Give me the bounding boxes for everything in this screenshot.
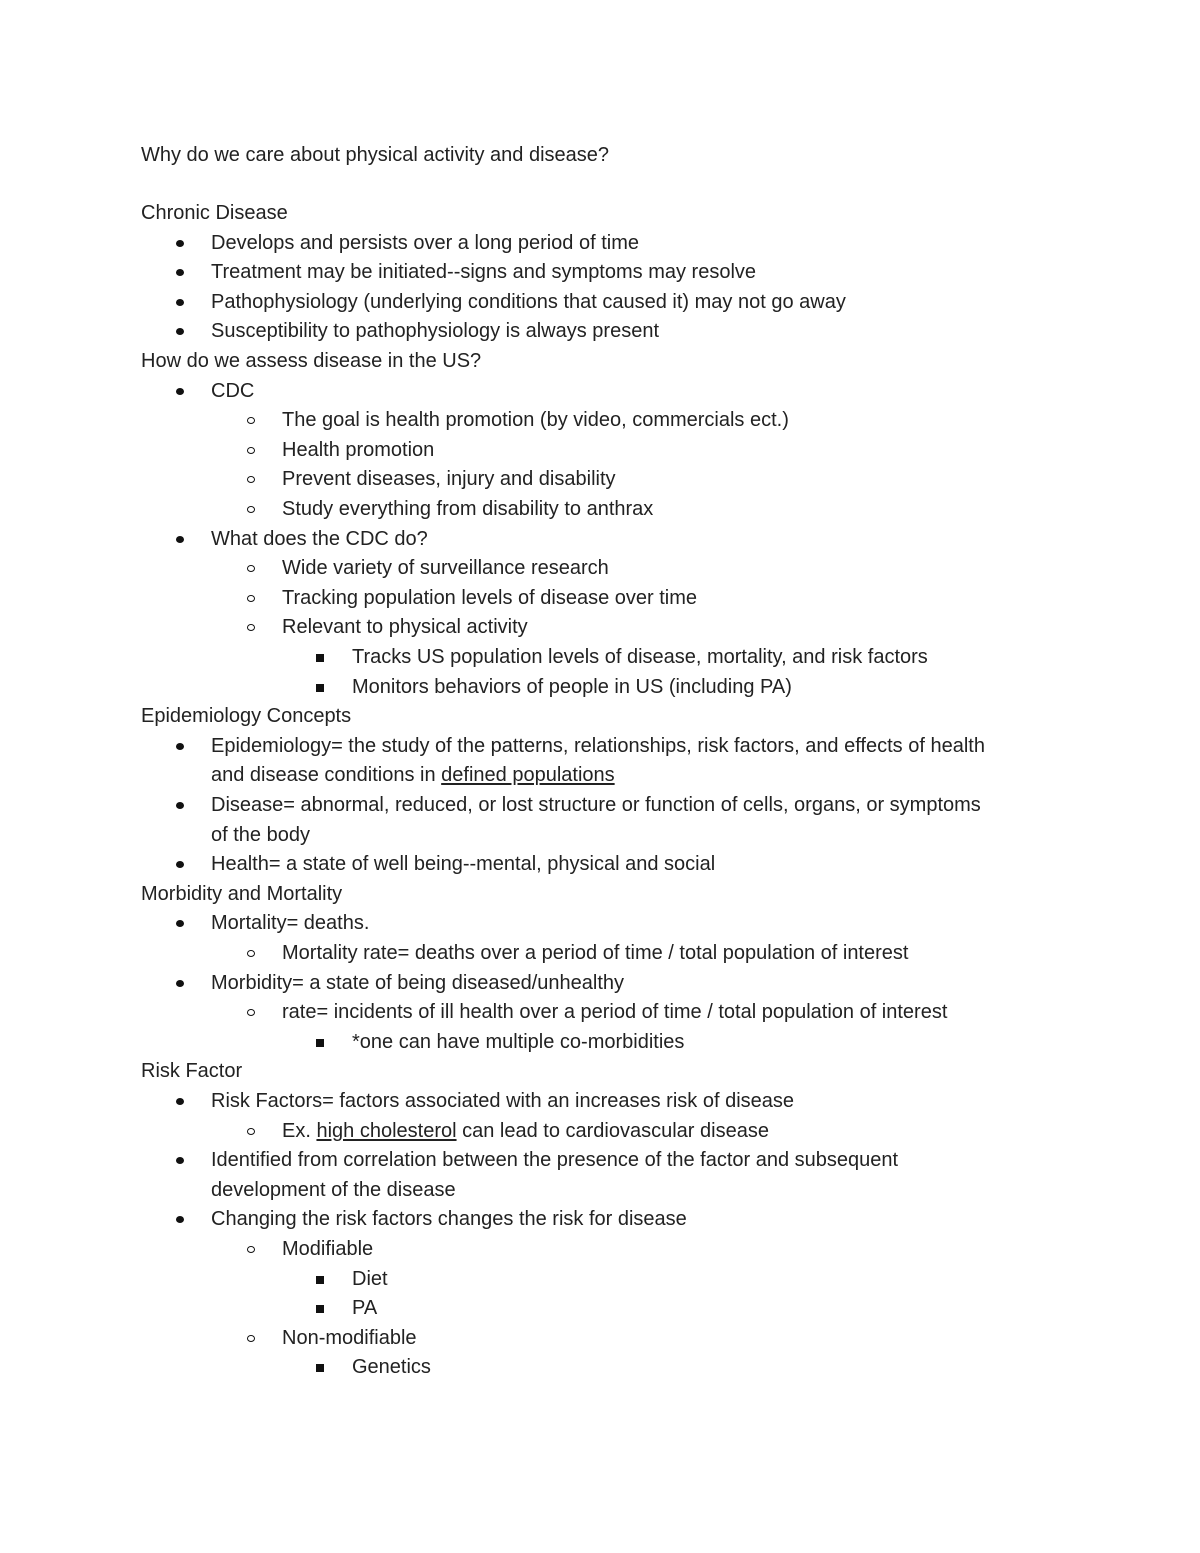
list-item-text: The goal is health promotion (by video, commercials ect.) (282, 409, 789, 431)
list-item (211, 734, 985, 758)
list-item-text: CDC (211, 380, 255, 402)
list-item-text: *one can have multiple co-morbidities (352, 1031, 685, 1053)
list-item (211, 1207, 687, 1231)
bullet-circle-icon (247, 467, 255, 491)
list-item-text: Ex. (282, 1120, 317, 1142)
list-item-text: Modifiable (282, 1238, 374, 1260)
list-item (211, 1089, 794, 1113)
list-item-text: Changing the risk factors changes the risk for disease (211, 1208, 687, 1230)
list-item-text: Pathophysiology (underlying conditions that caused it) may not go away (211, 291, 846, 313)
list-item (282, 941, 908, 965)
list-item (282, 408, 789, 432)
list-item (352, 1296, 377, 1320)
list-item-text: PA (352, 1297, 378, 1319)
list-item-text: Risk Factor (141, 1060, 243, 1082)
list-item (211, 1178, 456, 1202)
list-item (211, 852, 715, 876)
list-item-text: Chronic Disease (141, 202, 288, 224)
bullet-circle-icon (247, 586, 255, 610)
bullet-disc-icon (176, 1089, 184, 1113)
list-item-text: Mortality rate= deaths over a period of time / total population of interest (282, 942, 909, 964)
list-item-text: Tracking population levels of disease over time (282, 587, 698, 609)
list-item (282, 497, 653, 521)
bullet-circle-icon (247, 941, 255, 965)
list-item-text: How do we assess disease in the US? (141, 350, 482, 372)
list-item (211, 763, 615, 787)
bullet-circle-icon (247, 438, 255, 462)
bullet-disc-icon (176, 734, 184, 758)
bullet-square-icon (316, 1296, 324, 1320)
list-item-text: development of the disease (211, 1179, 456, 1201)
list-item-text: Epidemiology Concepts (141, 705, 352, 727)
list-item (352, 645, 928, 669)
list-item (211, 379, 254, 403)
list-item (211, 290, 846, 314)
bullet-circle-icon (247, 408, 255, 432)
section-heading (141, 143, 609, 167)
bullet-square-icon (316, 1267, 324, 1291)
list-item (211, 231, 639, 255)
list-item (352, 1267, 388, 1291)
list-item-text: Study everything from disability to anthrax (282, 498, 654, 520)
bullet-disc-icon (176, 290, 184, 314)
list-item (211, 319, 659, 343)
bullet-circle-icon (247, 1000, 255, 1024)
list-item (282, 1237, 373, 1261)
list-item-text: Disease= abnormal, reduced, or lost structure or function of cells, organs, or symptoms (211, 794, 981, 816)
list-item-text: Identified from correlation between the presence of the factor and subsequent (211, 1149, 899, 1171)
list-item (352, 1355, 431, 1379)
bullet-disc-icon (176, 793, 184, 817)
bullet-disc-icon (176, 379, 184, 403)
bullet-disc-icon (176, 1207, 184, 1231)
bullet-disc-icon (176, 911, 184, 935)
list-item (211, 793, 981, 817)
list-item (282, 438, 434, 462)
bullet-square-icon (316, 645, 324, 669)
bullet-circle-icon (247, 615, 255, 639)
list-item-text: Non-modifiable (282, 1327, 417, 1349)
bullet-circle-icon (247, 1326, 255, 1350)
list-item-text: Prevent diseases, injury and disability (282, 468, 616, 490)
list-item (282, 556, 609, 580)
list-item (211, 260, 756, 284)
list-item-text: Morbidity= a state of being diseased/unhealthy (211, 972, 625, 994)
list-item-text: Treatment may be initiated--signs and symptoms may resolve (211, 261, 757, 283)
list-item-text: Relevant to physical activity (282, 616, 528, 638)
bullet-disc-icon (176, 971, 184, 995)
bullet-square-icon (316, 675, 324, 699)
list-item-text: Genetics (352, 1356, 431, 1378)
section-heading (141, 882, 342, 906)
list-item-text: Why do we care about physical activity and disease? (141, 144, 610, 166)
underlined-term: defined populations (441, 764, 615, 786)
list-item (282, 1326, 417, 1350)
list-item-text: rate= incidents of ill health over a period of time / total population of interest (282, 1001, 948, 1023)
list-item (352, 1030, 684, 1054)
list-item (352, 675, 792, 699)
list-item (211, 527, 428, 551)
list-item-text: Morbidity and Mortality (141, 883, 343, 905)
bullet-disc-icon (176, 319, 184, 343)
list-item (282, 1000, 947, 1024)
list-item-text: of the body (211, 824, 310, 846)
bullet-disc-icon (176, 852, 184, 876)
section-heading (141, 201, 288, 225)
list-item (282, 615, 528, 639)
section-heading (141, 704, 351, 728)
bullet-disc-icon (176, 260, 184, 284)
bullet-disc-icon (176, 527, 184, 551)
list-item (211, 971, 624, 995)
bullet-circle-icon (247, 1237, 255, 1261)
list-item-text: Risk Factors= factors associated with an increases risk of disease (211, 1090, 795, 1112)
bullet-disc-icon (176, 231, 184, 255)
section-heading (141, 349, 481, 373)
list-item-text: Health= a state of well being--mental, physical and social (211, 853, 716, 875)
list-item (282, 467, 616, 491)
list-item-text: Health promotion (282, 439, 435, 461)
list-item-text: Wide variety of surveillance research (282, 557, 609, 579)
list-item (211, 823, 310, 847)
list-item-text: and disease conditions in (211, 764, 442, 786)
list-item-text: Monitors behaviors of people in US (including PA) (352, 676, 792, 698)
underlined-term: high cholesterol (316, 1120, 457, 1142)
bullet-square-icon (316, 1355, 324, 1379)
list-item-text: Tracks US population levels of disease, mortality, and risk factors (352, 646, 928, 668)
list-item-text: What does the CDC do? (211, 528, 428, 550)
list-item (211, 1148, 898, 1172)
bullet-circle-icon (247, 556, 255, 580)
list-item (282, 1119, 769, 1143)
list-item-text: Diet (352, 1268, 388, 1290)
list-item-text: Susceptibility to pathophysiology is always present (211, 320, 660, 342)
list-item (211, 911, 369, 935)
list-item-text: Mortality= deaths. (211, 912, 370, 934)
section-heading (141, 1059, 242, 1083)
list-item-text: Develops and persists over a long period of time (211, 232, 640, 254)
bullet-circle-icon (247, 1119, 255, 1143)
list-item (282, 586, 697, 610)
list-item-text-after: can lead to cardiovascular disease (456, 1120, 769, 1142)
bullet-square-icon (316, 1030, 324, 1054)
list-item-text: Epidemiology= the study of the patterns, relationships, risk factors, and effects of health (211, 735, 985, 757)
bullet-disc-icon (176, 1148, 184, 1172)
bullet-circle-icon (247, 497, 255, 521)
